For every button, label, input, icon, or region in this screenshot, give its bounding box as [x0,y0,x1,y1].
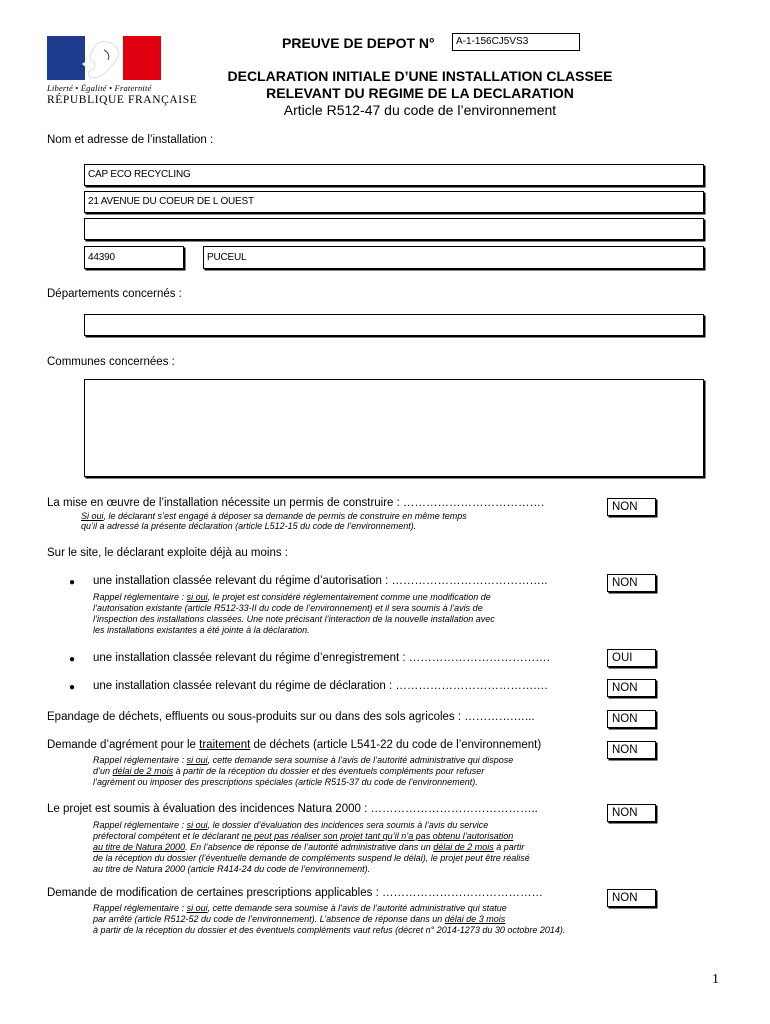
preuve-depot-label: PREUVE DE DEPOT N° [282,35,435,51]
natura-rappel-line-5: au titre de Natura 2000 (article R414-24 du code de l’environnement). [93,864,371,874]
permis-note-line-2: qu’il a adressé la présente déclaration (article L512-15 du code de l’environnement). [81,521,417,531]
permis-question: La mise en œuvre de l’installation nécessite un permis de construire : ………………………………. [47,497,545,509]
enregistrement-answer[interactable]: OUI [607,649,656,667]
depot-number: A-1-156CJ5VS3 [452,33,580,51]
agrement-rappel-line-3: l’agrément ou imposer des prescriptions spéciales (article R515-37 du code de l’environnement). [93,777,478,787]
autorisation-rappel-line-3: l’inspection des installations classées. Une note précisant l’interaction de la nouvelle installation avec [93,614,495,624]
departements-label: Départements concernés : [47,288,182,300]
address-line-2-field[interactable] [84,218,704,240]
departements-field[interactable] [84,314,704,336]
page-number: 1 [712,972,719,987]
installation-label: Nom et adresse de l’installation : [47,134,214,146]
autorisation-rappel-line-4: les installations existantes a été jointe à la déclaration. [93,625,310,635]
modification-rappel-line-1: Rappel réglementaire : si oui, cette demande sera soumise à l’avis de l’autorité administrative qui statue [93,903,507,913]
enregistrement-question: une installation classée relevant du régime d’enregistrement : ………………………………. [93,652,550,664]
natura-rappel-line-4: de la réception du dossier (l’éventuelle demande de compléments suspend le délai), le projet peut être réalisé [93,853,530,863]
permis-note-line-1: Si oui, le déclarant s’est engagé à déposer sa demande de permis de construire en même temps [81,511,467,521]
republique-francaise-label: RÉPUBLIQUE FRANÇAISE [47,94,198,106]
autorisation-answer[interactable]: NON [607,574,656,592]
title-line-2: RELEVANT DU REGIME DE LA DECLARATION [266,85,574,101]
marianne-icon [70,38,130,80]
installation-name-field[interactable]: CAP ECO RECYCLING [84,164,704,186]
site-intro: Sur le site, le déclarant exploite déjà au moins : [47,547,288,559]
communes-field[interactable] [84,379,704,477]
autorisation-question: une installation classée relevant du régime d’autorisation : ………………………………….. [93,575,548,587]
autorisation-rappel-line-1: Rappel réglementaire : si oui, le projet est considéré réglementairement comme une modification de [93,592,491,602]
declaration-answer[interactable]: NON [607,679,656,697]
agrement-rappel-line-2: d’un délai de 2 mois à partir de la réception du dossier et des éventuels compléments pour refuser [93,766,485,776]
autorisation-rappel-line-2: l’autorisation existante (article R512-33-II du code de l’environnement) et il sera soumis à l’avis de [93,603,483,613]
epandage-question: Epandage de déchets, effluents ou sous-produits sur ou dans des sols agricoles : ………….…... [47,711,535,723]
city-field[interactable]: PUCEUL [203,246,704,269]
subtitle: Article R512-47 du code de l’environnement [283,102,557,118]
agrement-answer[interactable]: NON [607,741,656,759]
modification-answer[interactable]: NON [607,889,656,907]
natura-answer[interactable]: NON [607,804,656,822]
devise: Liberté • Égalité • Fraternité [47,83,152,93]
address-line-1-field[interactable]: 21 AVENUE DU COEUR DE L OUEST [84,191,704,213]
postcode-field[interactable]: 44390 [84,246,184,269]
natura-rappel-line-2: préfectoral compétent et le déclarant ne peut pas réaliser son projet tant qu’il n’a pas obtenu l’autorisation [93,831,514,841]
title-line-1: DECLARATION INITIALE D’UNE INSTALLATION CLASSEE [227,68,613,84]
natura-rappel-line-1: Rappel réglementaire : si oui, le dossier d’évaluation des incidences sera soumis à l’avis du service [93,820,489,830]
natura-question: Le projet est soumis à évaluation des incidences Natura 2000 : …………………………………….. [47,803,538,815]
epandage-answer[interactable]: NON [607,710,656,728]
bullet-icon: ● [69,682,76,693]
agrement-rappel-line-1: Rappel réglementaire : si oui, cette demande sera soumise à l’avis de l’autorité administrative qui dispose [93,755,514,765]
bullet-icon: ● [69,654,76,665]
natura-rappel-line-3: au titre de Natura 2000. En l’absence de réponse de l’autorité administrative dans un délai de 2 mois à partir [93,842,525,852]
modification-rappel-line-2: par arrêté (article R512-52 du code de l’environnement). L’absence de réponse dans un délai de 3 mois [93,914,506,924]
permis-answer[interactable]: NON [607,498,656,516]
declaration-question: une installation classée relevant du régime de déclaration : ……………………………….… [93,680,549,692]
modification-question: Demande de modification de certaines prescriptions applicables : …………………………………… [47,887,543,899]
bullet-icon: ● [69,577,76,588]
communes-label: Communes concernées : [47,356,175,368]
agrement-question: Demande d’agrément pour le traitement de déchets (article L541-22 du code de l’environnement) [47,739,542,751]
modification-rappel-line-3: à partir de la réception du dossier et des éventuels compléments vaut refus (décret n° 2014-1273 du 30 octobre 2014). [93,925,566,935]
